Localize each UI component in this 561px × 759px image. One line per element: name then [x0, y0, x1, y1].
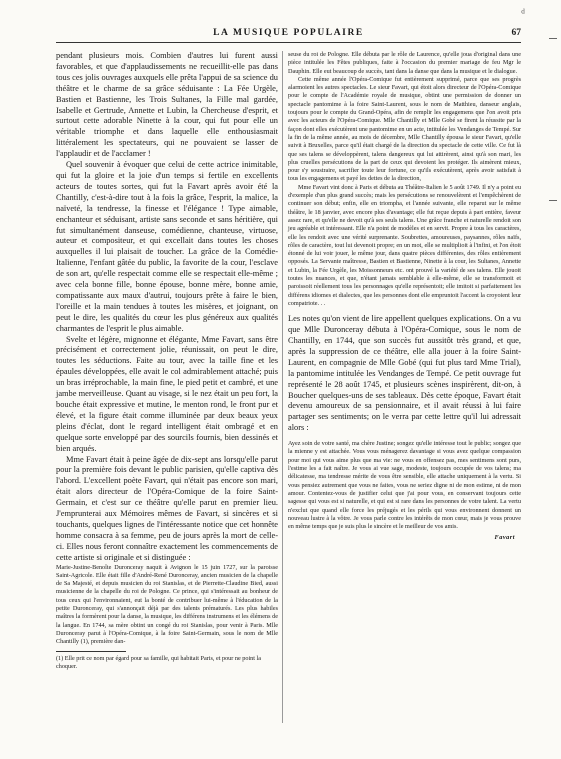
- quotation: Mme Favart vint donc à Paris et débuta au Théâtre-Italien le 5 août 1749. Il n'y a point eu d'exemple d'un plus grand succès; mais les persécutions se renouvelèrent et l'empêchèrent de continuer son début; enfin, elle en triompha, et l'année suivante, elle reparut sur le même théâtre, le 18 janvier, avec encore plus d'avantage; elle fut reçue depuis à part entière, faveur assez rare, et qu'elle ne devoit qu'à ses seuls talens. Une grâce franche et naturelle rendoit son jeu agréable et intéressant. Elle n'a point de modèles et en servit. Propre à tous les caractères, elle les rendoit avec une vérité surprenante. Soubrettes, amoureuses, paysannes, rôles naïfs, rôles de caractère, tout lui devenoit propre; en un mot, elle se multiplioit à l'infini, et l'on étoit étonné de lui voir jouer, le même jour, dans quatre pièces différentes, des rôles entièrement opposés. La Servante maîtresse, Bastien et Bastienne, Ninette à la cour, les Sultanes, Annette et Lubin, la Fée Urgèle, les Moissonneurs etc. ont prouvé la variété de ses talens. Elle jouoit toutes les nuances, et que, n'étant jamais semblable à elle-même, elle se transformoit et paroissoit réellement tous les personnages qu'elle représentoit; elle imitoit si parfaitement les différens idiomes et dialectes, que les personnes dont elle empruntoit l'accent la croyoient leur compatriote. . .: [288, 183, 521, 307]
- paragraph: Mme Favart était à peine âgée de dix-sept ans lorsqu'elle parut pour la première fois devant le public parisien, qu'elle captiva dès l'abord. L'excellent poète Favart, qui n'était pas encore son mari, était alors directeur de l'Opéra-Comique de la foire Saint-Germain, et c'est sur ce théâtre qu'elle parut en premier lieu. J'emprunterai aux Mémoires mêmes de Favart, si sincères et si touchants, quelques lignes de l'intéressante notice que cet honnête homme consacra à sa femme, peu de jours après la mort de celle-ci. Elles nous feront connaître exactement les commencements de cette artiste si originale et si distinguée :: [56, 454, 278, 562]
- quotation: Marie-Justine-Benoîte Duronceray naquit à Avignon le 15 juin 1727, sur la paroisse Saint-Agricole. Elle était fille d'André-René Duronceray, ancien musicien de la chapelle de Sa Majesté, et depuis musicien du roi Stanislas, et de Pierrette-Claudine Bied, aussi musicienne de la chapelle du roi de Pologne. Ce prince, qui s'intéressait au bonheur de tous ceux qui l'environnaient, eut la bonté de contribuer lui-même à l'éducation de la petite Duronceray, qui s'annonçait déjà par des talents prématurés. Les plus habiles maîtres la formèrent pour la danse, la musique, les différens instrumens et les élémens de la langue. En 1744, sa mère obtint un congé du roi Stanislas, pour venir à Paris. Mlle Duronceray parut à l'Opéra-Comique, à la foire Saint-Germain, sous le nom de Mlle Chantilly (1), première dan-: [56, 563, 278, 646]
- footnote-rule: [56, 651, 126, 652]
- quotation: seuse du roi de Pologne. Elle débuta par le rôle de Laurence, qu'elle joua d'original dans une pièce intitulée les Fêtes publiques, faite à l'occasion du premier mariage de feu Mgr le Dauphin. Elle eut beaucoup de succès, tant dans la danse que dans la musique et le dialogue.: [288, 51, 521, 75]
- signature: Favart: [494, 534, 515, 542]
- column-divider: [282, 51, 283, 723]
- letter-quotation: Ayez soin de votre santé, ma chère Justine; songez qu'elle intéresse tout le public; songez que la mienne y est attachée. Vous vous ménagerez davantage si vous avez quelque compassion pour moi qui vous aime plus que ma vie: ne vous en offensez pas, mes sentimens sont purs, l'estime les a fait naître. Je vous ai vue sage, modeste, toujours occupée de vos talens; ma délicatesse, ma tendresse mérite de vous être sensible, elle attache uniquement à la vertu. Si vous pensiez autrement que vous ne faites, vous ne seriez digne ni de mon estime, ni de mon amour. Contentez-vous de justifier celui que j'ai pour vous, en conservant toujours cette sagesse qui vous est si naturelle, et qui est si rare dans les personnes de votre talent. La vertu n'exclut que quand elle force les préjugés et les périls qui vous environnent donnent un nouveau lustre à la vôtre. Je vous parle contre les intérêts de mon cœur, mais je vous prouve en même temps que je suis plus le sincère et le meilleur de vos amis.: [288, 440, 521, 531]
- page-number: 67: [511, 28, 521, 38]
- paragraph: Quel souvenir à évoquer que celui de cette actrice inimitable, qui fut la gloire et la joie d'un temps si fertile en excellents acteurs de toutes sortes, qui fut la Favart après avoir été la Chantilly, c'est-à-dire tout à la fois la grâce, l'esprit, la malice, la naïveté, la tendresse, la finesse et l'élégance ! Type aimable, enchanteur et séduisant, artiste sans seconde et sans héritière, qui fut simultanément danseuse, comédienne, chanteuse, virtuose, auteur et compositeur, et qui excellait dans toutes les choses auxquelles il lui plaisait de toucher. La grâce de la Comédie-Italienne, l'enfant gâtée du public, la favorite de la cour, l'esclave de son art, qu'elle respectait comme elle se respectait elle-même ; avec cela bonne fille, bonne épouse, bonne mère, bonne amie, compatissante aux maux d'autrui, toujours prête à faire le bien, l'oreille et la main tendues à toutes les misères, et joignant, on peut le dire, les qualités du cœur les plus généreux aux qualités charmantes de l'esprit le plus aimable.: [56, 160, 278, 333]
- paragraph: Svelte et légère, mignonne et élégante, Mme Favart, sans être précisément et correctement jolie, réunissait, on peut le dire, toutes les séductions. Faite au tour, avec la taille fine et les épaules développées, elle avait le col admirablement attaché; puis un bras irréprochable, la main fine, le pied petit et cambré, et une jambe merveilleuse. Quant au visage, si le nez était un peu fort, la bouche était expressive et mutine, le menton rond, le front pur et élevé, et la figure était comme illuminée par deux beaux yeux pleins d'éclat, dont le regard intelligent était ombragé et en quelque sorte enveloppé par des sourcils fournis, bien dessinés et bien arqués.: [56, 334, 278, 453]
- paragraph: Les notes qu'on vient de lire appellent quelques explications. On a vu que Mlle Duronceray débuta à l'Opéra-Comique, sous le nom de Chantilly, en 1744, que son succès fut aussitôt très grand, et que, après la suppression de ce théâtre, elle alla jouer à la foire Saint-Laurent, en compagnie de Mlle Gobé (qui fut plus tard Mme Trial), la pantomime intitulée les Vendanges de Tempé. Ce petit ouvrage fut représenté le 28 août 1745, et plusieurs scènes inspirèrent, dit-on, à Boucher quelques-uns de ses tableaux. Dès cette époque, Favart était devenu amoureux de sa pensionnaire, et il avait réussi à lui faire partager ses sentiments; on le verra par cette lettre qu'il lui adressait alors :: [288, 314, 521, 433]
- running-header: [56, 28, 521, 43]
- left-column: [56, 51, 278, 671]
- scan-tick: [549, 38, 557, 39]
- paragraph: pendant plusieurs mois. Combien d'autres lui furent aussi favorables, et que d'applaudissements ne recueillit-elle pas dans tous ces jolis ouvrages auxquels elle prêta l'appui de sa science du théâtre et le charme de sa grâce séduisante : La Fée Urgèle, Bastien et Bastienne, les Trois Sultanes, la Fille mal gardée, Isabelle et Gertrude, Annette et Lubin, la Chercheuse d'esprit, et surtout cette adorable Ninette à la cour, qui fut pour elle un véritable triomphe et dans laquelle elle enthousiasmait littéralement les spectateurs, qui ne pouvaient se lasser de l'applaudir et de l'acclamer !: [56, 51, 278, 159]
- corner-mark: ᵈ: [521, 6, 525, 20]
- footnote: (1) Elle prit ce nom par égard pour sa famille, qui habitait Paris, et pour ne point la choquer.: [56, 654, 261, 670]
- scan-tick: [549, 200, 557, 201]
- right-column: [288, 51, 521, 541]
- quotation: Cette même année l'Opéra-Comique fut entièrement supprimé, parce que ses progrès alarmoient les autres spectacles. Le sieur Favart, qui étoit alors directeur de l'Opéra-Comique pour le compte de l'Académie royale de musique, obtint une permission de donner un spectacle pantomime à la foire Saint-Laurent, sous le nom de Matthieu, danseur anglais, toujours pour le compte du Grand-Opéra, afin de remplir les engagemens que l'on avoit pris avec les acteurs de l'Opéra-Comique. Mlle Chantilly et Mlle Gobé se firent la réussite par la façon dont elles exécutèrent une pantomime en un acte, intitulée les Vendanges de Tempé. Sur la fin de la même année, au mois de décembre, Mlle Chantilly épousa le sieur Favart, qu'elle suivit à Bruxelles, parce qu'il était chargé de la direction du spectacle de cette ville. Ce fut là que ses talens se développèrent, talens dangereux qui lui attirèrent, ainsi qu'à son mari, les plus cruelles persécutions de la part de ceux qui devoient les protéger. Ils aimèrent mieux, pour s'y soustraire, sacrifier toute leur fortune, ce qu'ils exécutèrent, après avoir satisfait à tous les engagemens et payé les dettes de la direction,: [288, 75, 522, 183]
- journal-title: LA MUSIQUE POPULAIRE: [213, 28, 364, 38]
